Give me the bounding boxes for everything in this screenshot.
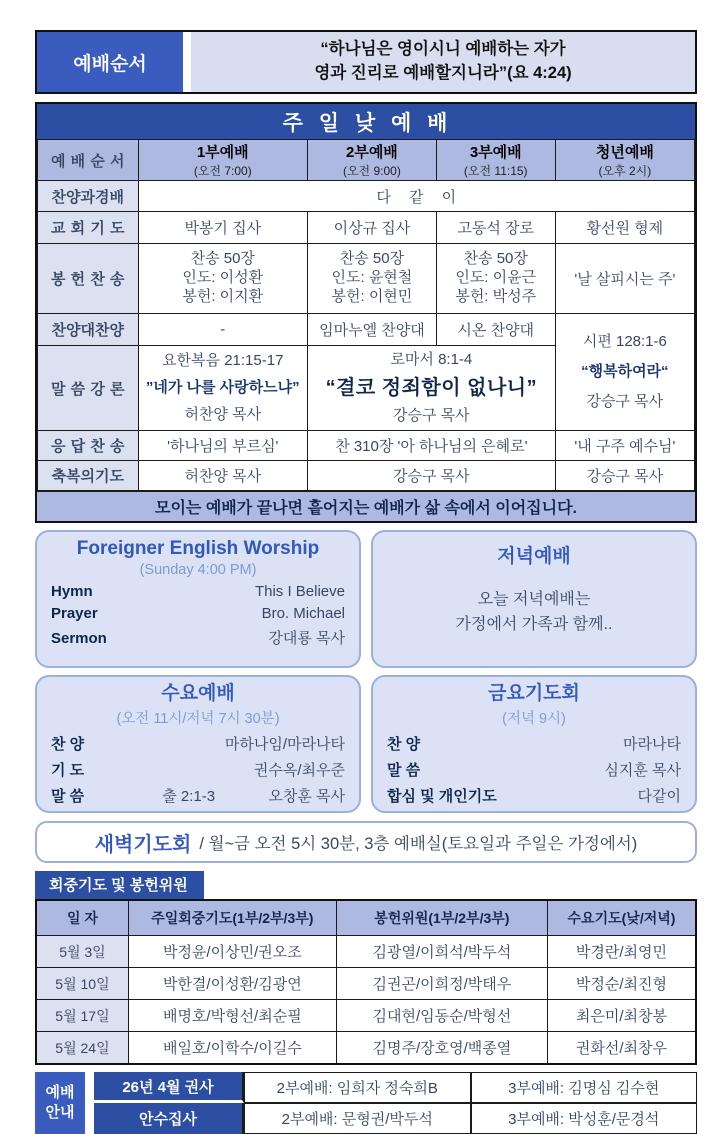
sunday-worship-banner: 주 일 낮 예 배 bbox=[37, 104, 695, 139]
box-item bbox=[51, 583, 345, 600]
box-row-1 bbox=[35, 530, 697, 668]
cell: - bbox=[138, 314, 308, 346]
cell: 박봉기 집사 bbox=[138, 212, 308, 244]
sermon-cell-main bbox=[308, 346, 556, 431]
sermon-title: “행복하여라“ bbox=[581, 363, 669, 380]
item-label: Sermon bbox=[51, 629, 107, 647]
sermon-cell-1 bbox=[138, 346, 308, 431]
friday-prayer-box bbox=[371, 675, 697, 813]
box-item bbox=[51, 733, 345, 754]
cell: 박정순/최진형 bbox=[547, 968, 696, 1000]
row-label: 봉 헌 찬 송 bbox=[38, 244, 139, 314]
cell: '하나님의 부르심' bbox=[138, 431, 308, 461]
item-label: 합심 및 개인기도 bbox=[387, 787, 497, 805]
cell: 2부예배: 문형권/박두석 bbox=[244, 1103, 471, 1134]
benediction-row bbox=[38, 461, 695, 491]
cell: 3부예배: 김명심 김수현 bbox=[471, 1072, 698, 1103]
committee-tab: 회중기도 및 봉헌위원 bbox=[35, 871, 204, 899]
sermon-scripture: 로마서 8:1-4 bbox=[390, 351, 473, 368]
english-worship-box bbox=[35, 530, 361, 668]
service-youth-header bbox=[555, 140, 694, 181]
dawn-prayer-bar bbox=[35, 821, 697, 863]
cell: 박정윤/이상민/권오조 bbox=[128, 936, 336, 968]
cell: '날 살피시는 주' bbox=[555, 244, 694, 314]
committee-header-row bbox=[36, 900, 696, 936]
item-label: 찬 양 bbox=[387, 735, 421, 753]
hymn-number: 찬송 50장 bbox=[339, 250, 405, 268]
box-title: Foreigner English Worship bbox=[76, 538, 320, 559]
praise-all-cell: 다 같 이 bbox=[138, 181, 694, 212]
hymn-leader: 인도: 이윤근 bbox=[455, 269, 537, 287]
box-title: 금요기도회 bbox=[488, 683, 580, 704]
col-header: 일 자 bbox=[36, 900, 128, 936]
cell: 박경란/최영민 bbox=[547, 936, 696, 968]
sermon-scripture: 요한복음 21:15-17 bbox=[162, 352, 284, 369]
item-value: 강대룡 목사 bbox=[268, 629, 345, 647]
date-cell: 5월 10일 bbox=[36, 968, 128, 1000]
cell: 권화선/최창우 bbox=[547, 1032, 696, 1065]
box-row-2 bbox=[35, 675, 697, 813]
dawn-prayer-desc: / 월~금 오전 5시 30분, 3층 예배실(토요일과 주일은 가정에서) bbox=[199, 835, 638, 853]
response-hymn-row bbox=[38, 431, 695, 461]
item-label: Prayer bbox=[51, 604, 98, 622]
box-subtitle: (저녁 9시) bbox=[502, 710, 566, 727]
sunday-worship-table bbox=[37, 139, 695, 491]
row-label: 찬양과경배 bbox=[38, 181, 139, 212]
item-value: 마라나타 bbox=[623, 735, 681, 753]
table-row bbox=[36, 1000, 696, 1032]
row-label: 말 씀 강 론 bbox=[38, 346, 139, 431]
box-item bbox=[51, 605, 345, 622]
service-time: (오전 9:00) bbox=[342, 164, 401, 178]
notice-table bbox=[94, 1072, 697, 1134]
item-label: 찬 양 bbox=[51, 735, 85, 753]
row-label: 응 답 찬 송 bbox=[38, 431, 139, 461]
evening-line2: 가정에서 가족과 함께.. bbox=[455, 616, 613, 634]
praise-row bbox=[38, 181, 695, 212]
row-label: 찬양대찬양 bbox=[38, 314, 139, 346]
sermon-preacher: 허찬양 목사 bbox=[184, 406, 262, 423]
cell: 이상규 집사 bbox=[308, 212, 437, 244]
item-label: 말 씀 bbox=[387, 761, 421, 779]
date-cell: 5월 17일 bbox=[36, 1000, 128, 1032]
scripture-quote bbox=[191, 32, 695, 92]
notice-badge-line1: 예배 bbox=[45, 1083, 75, 1101]
corner-cell: 예 배 순 서 bbox=[38, 140, 139, 181]
cell: 배명호/박형선/최순필 bbox=[128, 1000, 336, 1032]
service-1-header bbox=[138, 140, 308, 181]
church-prayer-row bbox=[38, 212, 695, 244]
cell: 황선원 형제 bbox=[555, 212, 694, 244]
sermon-preacher: 강승구 목사 bbox=[393, 407, 470, 424]
youth-sermon-cell bbox=[555, 314, 694, 431]
item-value: 오창훈 목사 bbox=[268, 787, 345, 805]
hymn-offerer: 봉헌: 박성주 bbox=[455, 287, 537, 305]
service-header-row bbox=[38, 140, 695, 181]
hymn-leader: 인도: 이성환 bbox=[182, 269, 264, 287]
col-header: 봉헌위원(1부/2부/3부) bbox=[336, 900, 547, 936]
sermon-title: ”네가 나를 사랑하느냐” bbox=[145, 379, 300, 396]
row-label: 교 회 기 도 bbox=[38, 212, 139, 244]
box-item bbox=[51, 785, 345, 806]
service-time: (오전 11:15) bbox=[463, 164, 528, 178]
col-header: 주일회중기도(1부/2부/3부) bbox=[128, 900, 336, 936]
cell: 김권곤/이희정/박태우 bbox=[336, 968, 547, 1000]
item-value: 권수옥/최우준 bbox=[253, 761, 345, 779]
notice-category: 26년 4월 권사 bbox=[94, 1072, 244, 1103]
bulletin-page bbox=[35, 30, 697, 1134]
cell: 고동석 장로 bbox=[436, 212, 555, 244]
item-mid: 출 2:1-3 bbox=[162, 787, 216, 805]
choir-row bbox=[38, 314, 695, 346]
box-item bbox=[387, 733, 681, 754]
worship-order-header bbox=[35, 30, 697, 94]
item-value: 심지훈 목사 bbox=[604, 761, 681, 779]
cell: '내 구주 예수님' bbox=[555, 431, 694, 461]
item-value: 다같이 bbox=[637, 787, 681, 805]
item-label: Hymn bbox=[51, 582, 93, 600]
cell: 시온 찬양대 bbox=[436, 314, 555, 346]
sermon-scripture: 시편 128:1-6 bbox=[582, 333, 667, 350]
service-2-header bbox=[308, 140, 437, 181]
cell: 2부예배: 임희자 정숙희B bbox=[244, 1072, 471, 1103]
committee-table bbox=[35, 899, 697, 1065]
hymn-leader: 인도: 윤현철 bbox=[331, 269, 413, 287]
sermon-title: “결코 정죄함이 없나니” bbox=[325, 377, 538, 399]
item-value: Bro. Michael bbox=[261, 604, 345, 622]
item-label: 기 도 bbox=[51, 761, 85, 779]
service-3-header bbox=[436, 140, 555, 181]
box-title: 수요예배 bbox=[161, 683, 235, 704]
hymn-number: 찬송 50장 bbox=[463, 250, 528, 268]
service-time: (오후 2시) bbox=[598, 164, 652, 178]
cell: 배일호/이학수/이길수 bbox=[128, 1032, 336, 1065]
table-row bbox=[36, 968, 696, 1000]
hymn-offerer: 봉헌: 이현민 bbox=[331, 287, 413, 305]
cell: 박한결/이성환/김광연 bbox=[128, 968, 336, 1000]
cell: 김명주/장호영/백종열 bbox=[336, 1032, 547, 1065]
cell: 3부예배: 박성훈/문경석 bbox=[471, 1103, 698, 1134]
hymn-offerer: 봉헌: 이지환 bbox=[182, 287, 264, 305]
cell: 김대현/임동순/박형선 bbox=[336, 1000, 547, 1032]
sunday-worship-section bbox=[35, 102, 697, 523]
box-title: 저녁예배 bbox=[497, 546, 571, 567]
evening-notice bbox=[387, 587, 681, 638]
item-label: 말 씀 bbox=[51, 787, 85, 805]
box-subtitle: (Sunday 4:00 PM) bbox=[139, 561, 257, 578]
cell bbox=[436, 244, 555, 314]
cell: 허찬양 목사 bbox=[138, 461, 308, 491]
dawn-prayer-title: 새벽기도회 bbox=[94, 833, 192, 856]
worship-notice-section bbox=[35, 1072, 697, 1134]
col-header: 수요기도(낮/저녁) bbox=[547, 900, 696, 936]
cell: 강승구 목사 bbox=[308, 461, 556, 491]
service-name: 청년예배 bbox=[595, 144, 654, 161]
service-name: 1부예배 bbox=[196, 144, 249, 161]
committee-section bbox=[35, 871, 697, 1065]
cell: 최은미/최창봉 bbox=[547, 1000, 696, 1032]
offering-hymn-row bbox=[38, 244, 695, 314]
item-value: This I Believe bbox=[254, 582, 345, 600]
scattered-worship-banner: 모이는 예배가 끝나면 흩어지는 예배가 삶 속에서 이어집니다. bbox=[37, 491, 695, 521]
table-row bbox=[36, 1032, 696, 1065]
box-item bbox=[387, 785, 681, 806]
notice-badge-line2: 안내 bbox=[45, 1104, 75, 1121]
notice-category: 안수집사 bbox=[94, 1103, 244, 1134]
cell: 찬 310장 '아 하나님의 은혜로' bbox=[308, 431, 556, 461]
cell bbox=[308, 244, 437, 314]
item-value: 마하나임/마라나타 bbox=[224, 735, 345, 753]
cell bbox=[138, 244, 308, 314]
date-cell: 5월 24일 bbox=[36, 1032, 128, 1065]
cell: 강승구 목사 bbox=[555, 461, 694, 491]
box-item bbox=[51, 759, 345, 780]
service-name: 2부예배 bbox=[345, 144, 398, 161]
row-label: 축복의기도 bbox=[38, 461, 139, 491]
header-divider bbox=[183, 32, 191, 92]
box-subtitle: (오전 11시/저녁 7시 30분) bbox=[116, 710, 280, 727]
service-time: (오전 7:00) bbox=[193, 164, 252, 178]
cell: 김광열/이희석/박두석 bbox=[336, 936, 547, 968]
scripture-quote-line2: 영과 진리로 예배할지니라”(요 4:24) bbox=[314, 64, 572, 82]
wednesday-worship-box bbox=[35, 675, 361, 813]
table-row bbox=[36, 936, 696, 968]
worship-order-title: 예배순서 bbox=[37, 32, 183, 92]
box-item bbox=[51, 627, 345, 648]
service-name: 3부예배 bbox=[469, 144, 522, 161]
date-cell: 5월 3일 bbox=[36, 936, 128, 968]
notice-badge bbox=[35, 1072, 85, 1134]
evening-worship-box bbox=[371, 530, 697, 668]
sermon-preacher: 강승구 목사 bbox=[586, 393, 664, 410]
box-item bbox=[387, 759, 681, 780]
hymn-number: 찬송 50장 bbox=[190, 250, 255, 268]
evening-line1: 오늘 저녁예배는 bbox=[477, 590, 591, 608]
scripture-quote-line1: “하나님은 영이시니 예배하는 자가 bbox=[320, 40, 566, 59]
cell: 임마누엘 찬양대 bbox=[308, 314, 437, 346]
